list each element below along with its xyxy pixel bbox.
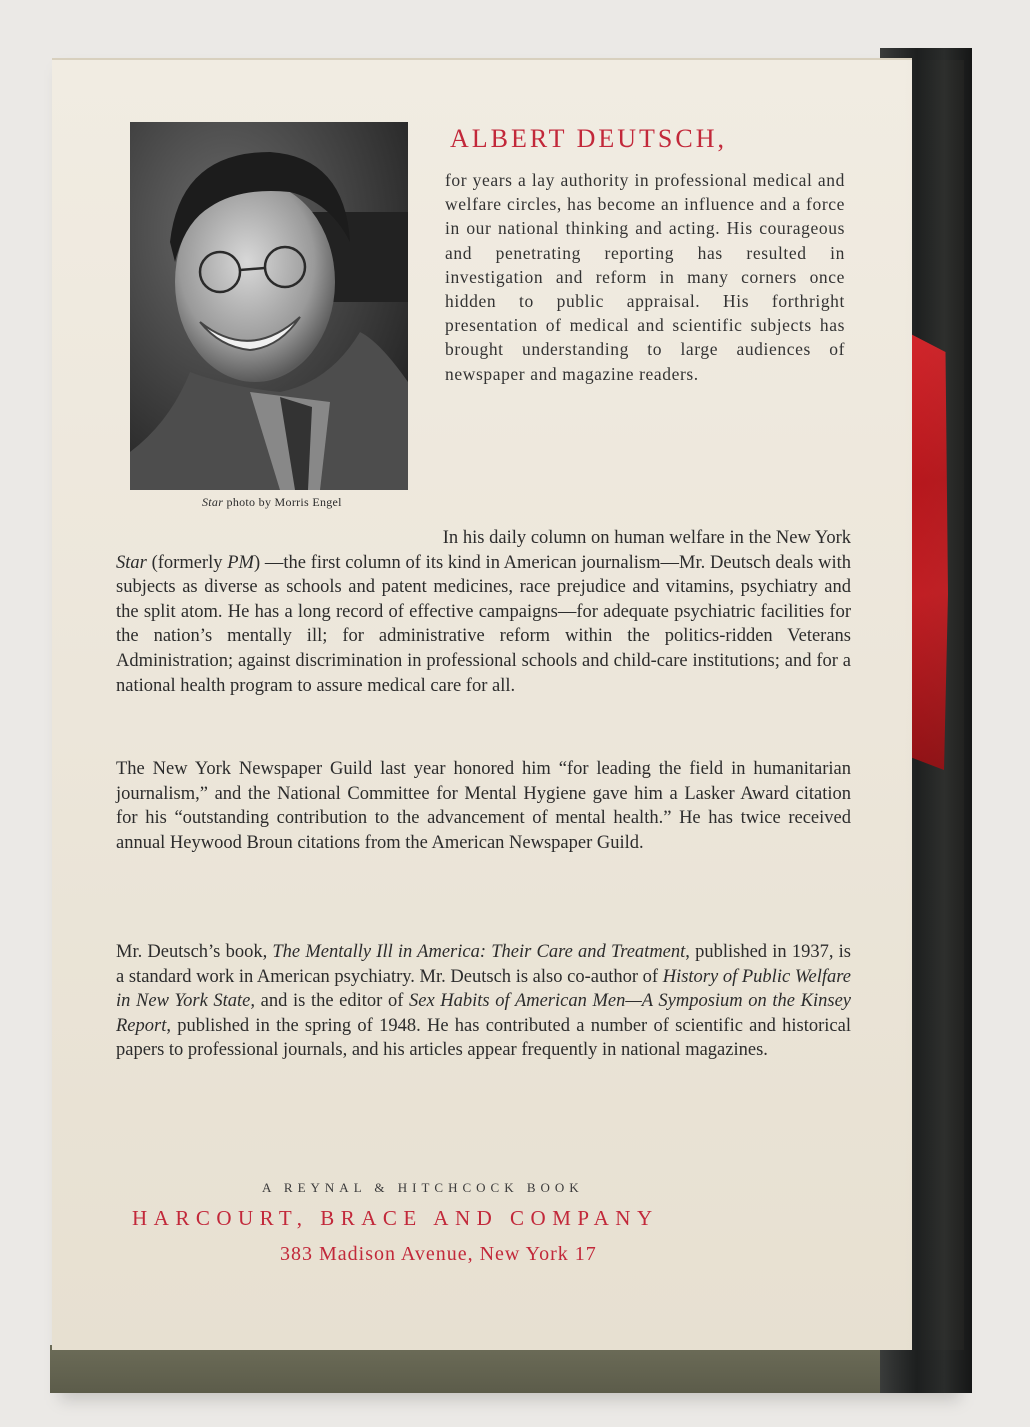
paragraph1-pm: PM <box>227 552 254 573</box>
photo-credit-star: Star <box>202 495 224 509</box>
jacket-edge-wear <box>904 60 964 1350</box>
paragraph1-star: Star <box>116 552 147 573</box>
paragraph1-b: (formerly <box>146 552 228 573</box>
intro-column: for years a lay authority in professional medical and welfare circles, has become an influence and a force in our national thinking and acting. His courageous and penetrating reporting has resulted in investigation and reform in many corners once hidden to public appraisal. His forthright presentation of medical and scientific subjects has brought understanding to large audiences of newspaper and magazine readers. <box>445 170 845 384</box>
imprint-line: A REYNAL & HITCHCOCK BOOK <box>262 1180 584 1195</box>
paragraph3-b: , published in 1937, is a standard work in American psychiatry. Mr. Deutsch is also co-author of <box>116 942 851 987</box>
book-title-sex-habits: Sex Habits of American Men—A Symposium on the Kinsey Report <box>116 991 851 1036</box>
author-name: ALBERT DEUTSCH, <box>450 124 727 153</box>
paragraph3-c: and is the editor of <box>255 991 409 1012</box>
publisher-address: 383 Madison Avenue, New York 17 <box>280 1243 597 1265</box>
paragraph3-a: Mr. Deutsch’s book, <box>116 942 273 962</box>
book-board-edge <box>50 1345 965 1393</box>
paragraph1-a: In his daily column on human welfare in the New York <box>442 528 851 548</box>
author-photo <box>130 122 408 490</box>
paragraph3-d: , published in the spring of 1948. He has contributed a number of scientific and historical papers to professional journals, and his articles appear frequently in national magazines. <box>116 1015 851 1061</box>
book-title-public-welfare: History of Public Welfare in New York State, <box>116 966 851 1012</box>
photo-credit <box>202 495 342 510</box>
paragraph-books <box>116 940 851 1063</box>
paragraph-awards: The New York Newspaper Guild last year honored him “for leading the field in humanitarian journalism,” and the National Committee for Mental Hygiene gave him a Lasker Award citation for his “outstanding contribution to the advancement of mental health.” He has twice received annual Heywood Broun citations from the American Newspaper Guild. <box>116 759 851 853</box>
book-title-mentally-ill: The Mentally Ill in America: Their Care and Treatment <box>272 942 686 962</box>
paragraph1-c: ) —the first column of its kind in American journalism—Mr. Deutsch deals with subjects as diverse as schools and patent medicines, race prejudice and vitamins, psychiatry and the split atom. He has a long record of effective campaigns—for adequate psychiatric facilities for the nation’s mentally ill; for administrative reform within the politics-ridden Veterans Administration; against discrimination in professional schools and child-care institutions; and for a national health program to assure medical care for all. <box>116 552 851 696</box>
author-portrait-image <box>130 122 408 490</box>
dust-jacket-back <box>52 58 912 1350</box>
paragraph-column <box>116 526 851 698</box>
publisher-name: HARCOURT, BRACE AND COMPANY <box>132 1206 659 1230</box>
photo-credit-rest: photo by Morris Engel <box>223 495 342 509</box>
